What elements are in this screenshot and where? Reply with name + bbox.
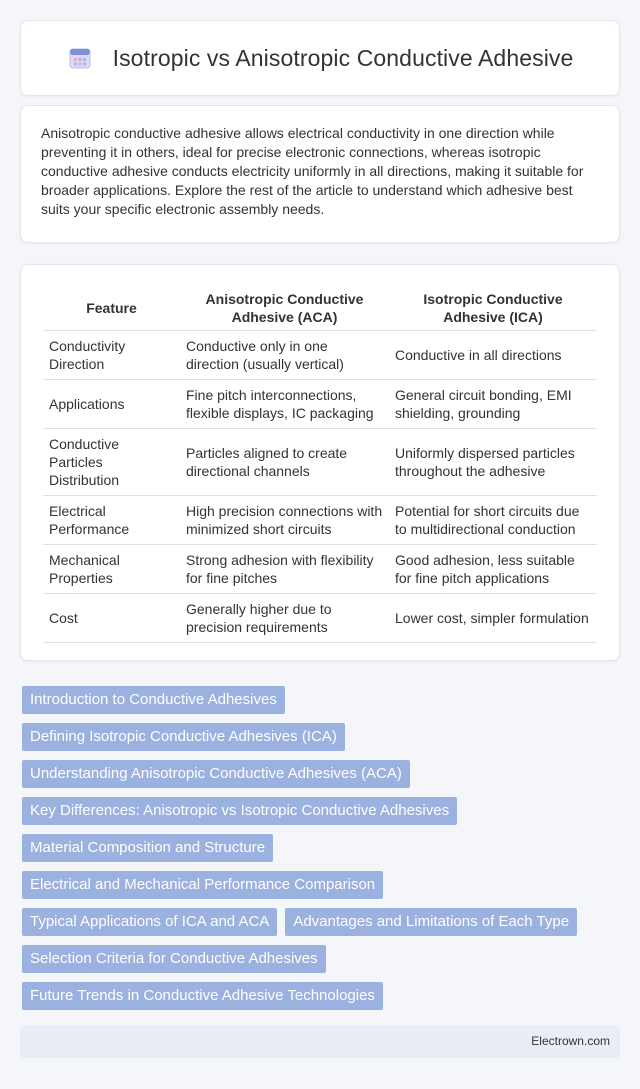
table-cell: Conductive in all directions [389, 331, 597, 380]
header-card [20, 20, 620, 96]
table-row [43, 545, 597, 594]
toc-link[interactable]: Electrical and Mechanical Performance Comparison [22, 871, 383, 899]
toc-link[interactable]: Selection Criteria for Conductive Adhesives [22, 945, 326, 973]
table-cell: Fine pitch interconnections, flexible displays, IC packaging [180, 380, 389, 429]
table-cell: General circuit bonding, EMI shielding, grounding [389, 380, 597, 429]
comparison-table [43, 282, 597, 643]
table-cell: Conductive Particles Distribution [43, 429, 180, 496]
table-header-cell: Isotropic Conductive Adhesive (ICA) [389, 282, 597, 331]
footer-site-name: Electrown.com [531, 1034, 610, 1048]
toc-link[interactable]: Advantages and Limitations of Each Type [285, 908, 577, 936]
table-row [43, 429, 597, 496]
table-of-contents [22, 686, 622, 1019]
toc-link[interactable]: Defining Isotropic Conductive Adhesives (ICA) [22, 723, 345, 751]
toc-link[interactable]: Understanding Anisotropic Conductive Adhesives (ACA) [22, 760, 410, 788]
footer [20, 1025, 620, 1058]
table-cell: High precision connections with minimized short circuits [180, 496, 389, 545]
table-header-cell: Anisotropic Conductive Adhesive (ACA) [180, 282, 389, 331]
intro-paragraph: Anisotropic conductive adhesive allows electrical conductivity in one direction while preventing it in others, ideal for precise electronic connections, whereas isotropic conductive adhesive conducts electricity uniformly in all directions, making it suitable for broader applications. Explore the rest of the article to understand which adhesive best suits your specific electronic assembly needs. [41, 125, 584, 217]
table-cell: Applications [43, 380, 180, 429]
intro-card [20, 105, 620, 243]
table-cell: Generally higher due to precision requirements [180, 594, 389, 643]
toc-row [22, 723, 622, 751]
table-row [43, 331, 597, 380]
toc-row [22, 760, 622, 788]
calendar-icon [67, 45, 93, 71]
toc-row [22, 871, 622, 899]
toc-link[interactable]: Key Differences: Anisotropic vs Isotropic Conductive Adhesives [22, 797, 457, 825]
toc-link[interactable]: Typical Applications of ICA and ACA [22, 908, 277, 936]
toc-row [22, 982, 622, 1010]
table-cell: Electrical Performance [43, 496, 180, 545]
toc-row [22, 908, 622, 936]
table-cell: Conductivity Direction [43, 331, 180, 380]
page-title: Isotropic vs Anisotropic Conductive Adhesive [112, 44, 574, 71]
toc-link[interactable]: Future Trends in Conductive Adhesive Technologies [22, 982, 383, 1010]
toc-row [22, 945, 622, 973]
table-cell: Conductive only in one direction (usually vertical) [180, 331, 389, 380]
table-cell: Strong adhesion with flexibility for fine pitches [180, 545, 389, 594]
table-cell: Mechanical Properties [43, 545, 180, 594]
toc-row [22, 686, 622, 714]
table-row [43, 496, 597, 545]
comparison-table-card [20, 264, 620, 661]
table-header-cell: Feature [43, 282, 180, 331]
table-cell: Particles aligned to create directional channels [180, 429, 389, 496]
toc-row [22, 834, 622, 862]
table-cell: Cost [43, 594, 180, 643]
table-row [43, 380, 597, 429]
table-header-row [43, 282, 597, 331]
table-cell: Good adhesion, less suitable for fine pitch applications [389, 545, 597, 594]
toc-row [22, 797, 622, 825]
table-cell: Potential for short circuits due to multidirectional conduction [389, 496, 597, 545]
table-cell: Uniformly dispersed particles throughout the adhesive [389, 429, 597, 496]
toc-link[interactable]: Introduction to Conductive Adhesives [22, 686, 285, 714]
table-row [43, 594, 597, 643]
title-row [67, 45, 574, 72]
toc-link[interactable]: Material Composition and Structure [22, 834, 273, 862]
table-cell: Lower cost, simpler formulation [389, 594, 597, 643]
